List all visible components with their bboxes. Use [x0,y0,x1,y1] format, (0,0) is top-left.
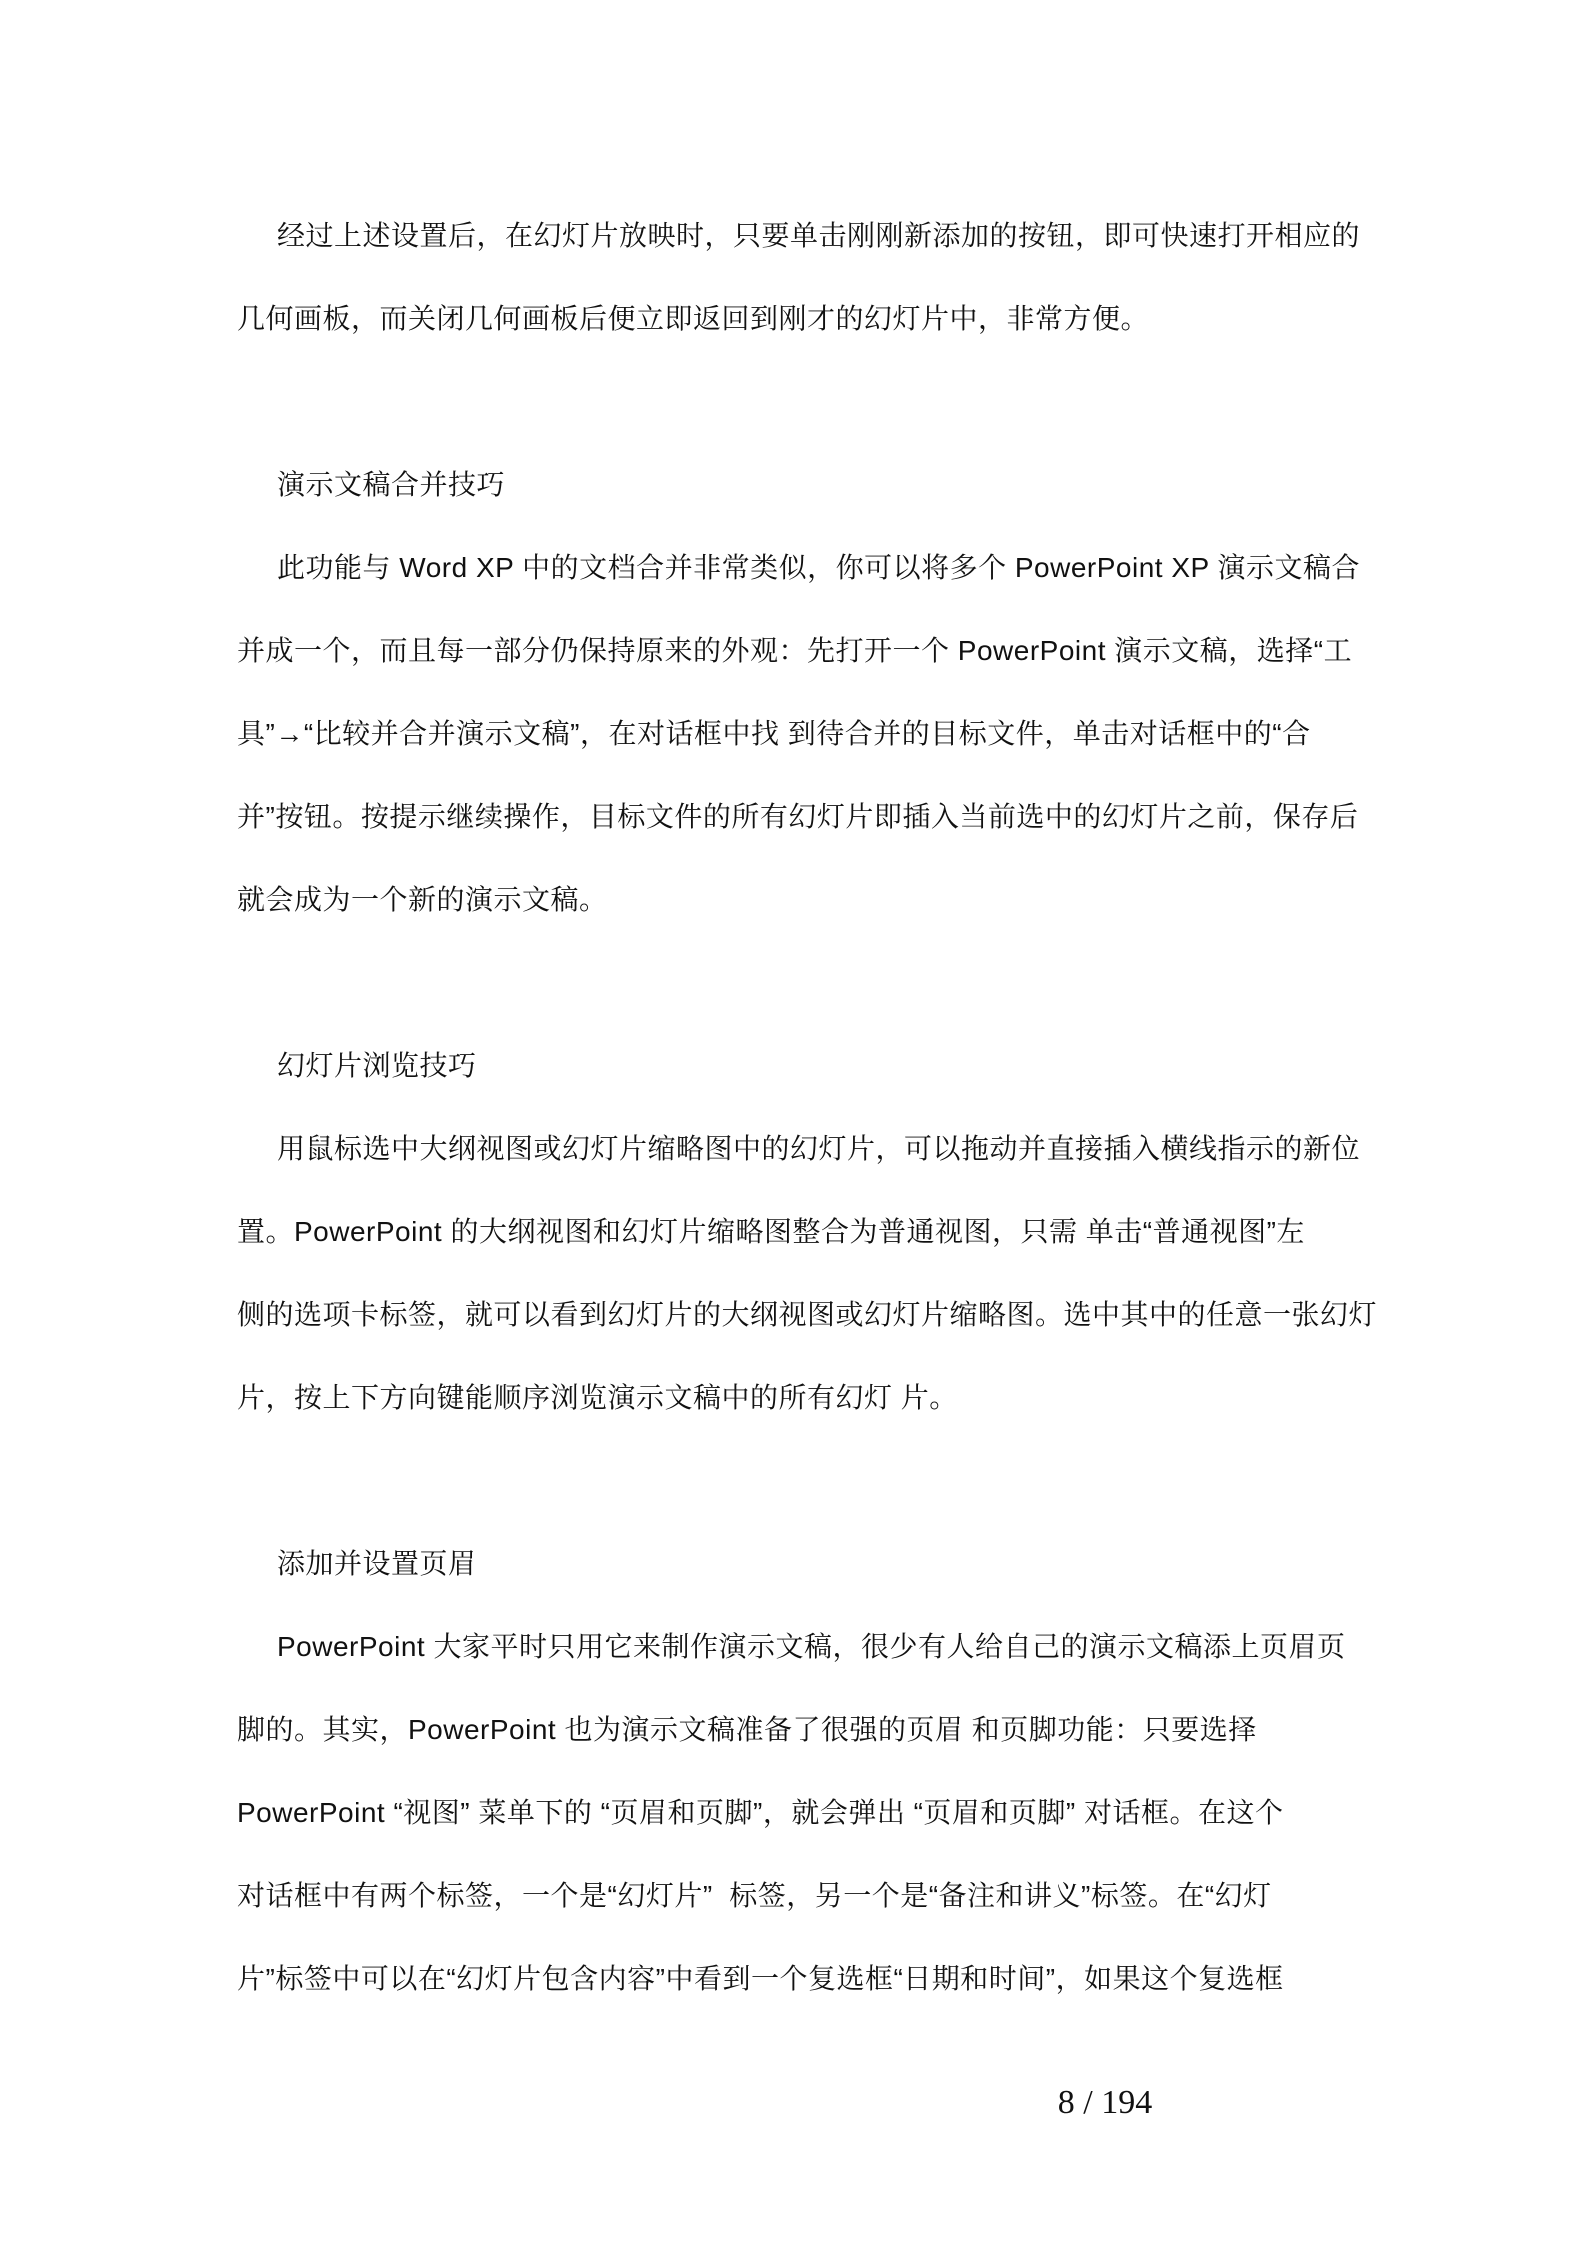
body-line: PowerPoint “视图” 菜单下的 “页眉和页脚”，就会弹出 “页眉和页脚” 对话框。在这个 [237,1797,1284,1828]
body-line: 就会成为一个新的演示文稿。 [237,884,608,915]
section-heading: 添加并设置页眉 [277,1548,477,1579]
body-line: 对话框中有两个标签，一个是“幻灯片” 标签，另一个是“备注和讲义”标签。在“幻灯 [237,1880,1272,1911]
blank-line [237,941,1477,1024]
body-line: 侧的选项卡标签，就可以看到幻灯片的大纲视图或幻灯片缩略图。选中其中的任意一张幻灯 [237,1299,1378,1330]
section-heading: 幻灯片浏览技巧 [277,1050,477,1081]
body-line: 片”标签中可以在“幻灯片包含内容”中看到一个复选框“日期和时间”，如果这个复选框 [237,1963,1284,1994]
body-line: 片，按上下方向键能顺序浏览演示文稿中的所有幻灯 片。 [237,1382,958,1413]
blank-line [237,1439,1477,1522]
body-line: 并”按钮。按提示继续操作，目标文件的所有幻灯片即插入当前选中的幻灯片之前，保存后 [237,801,1359,832]
document-body [237,194,1477,2020]
section-heading: 演示文稿合并技巧 [277,469,506,500]
body-line: 此功能与 Word XP 中的文档合并非常类似，你可以将多个 PowerPoint XP 演示文稿合 [277,552,1360,583]
body-line: 脚的。其实，PowerPoint 也为演示文稿准备了很强的页眉 和页脚功能：只要选择 [237,1714,1257,1745]
page-number: 8 / 194 [1057,2084,1153,2121]
body-line: 经过上述设置后，在幻灯片放映时，只要单击刚刚新添加的按钮，即可快速打开相应的 [277,220,1361,251]
body-line: 具”→“比较并合并演示文稿”，在对话框中找 到待合并的目标文件，单击对话框中的“合 [237,718,1311,749]
body-line: 几何画板，而关闭几何画板后便立即返回到刚才的幻灯片中，非常方便。 [237,303,1150,334]
body-line: 用鼠标选中大纲视图或幻灯片缩略图中的幻灯片，可以拖动并直接插入横线指示的新位 [277,1133,1361,1164]
body-line: 并成一个，而且每一部分仍保持原来的外观：先打开一个 PowerPoint 演示文稿，选择“工 [237,635,1353,666]
body-line: 置。PowerPoint 的大纲视图和幻灯片缩略图整合为普通视图，只需 单击“普通视图”左 [237,1216,1305,1247]
blank-line [237,360,1477,443]
body-line: PowerPoint 大家平时只用它来制作演示文稿，很少有人给自己的演示文稿添上页眉页 [277,1631,1346,1662]
